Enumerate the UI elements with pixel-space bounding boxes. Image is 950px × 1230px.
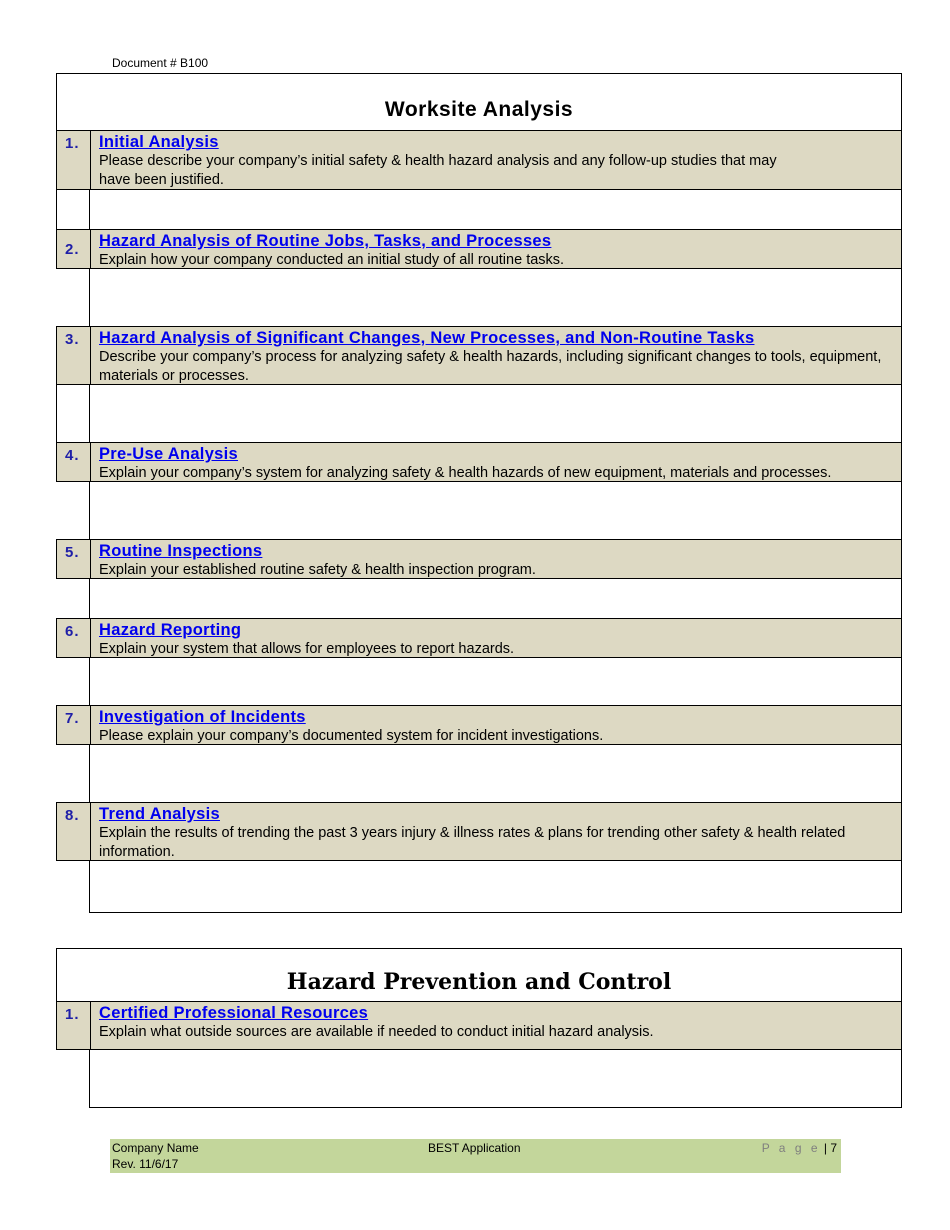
answer-area[interactable]: [56, 190, 902, 229]
item-heading-link[interactable]: Trend Analysis: [99, 805, 220, 823]
item-investigation-of-incidents: [56, 705, 902, 745]
item-description: Explain the results of trending the past 3 years injury & illness rates & plans for trending other safety & health related information.: [99, 825, 846, 860]
footer-app-name: BEST Application: [428, 1141, 521, 1155]
page-footer: [110, 1139, 841, 1173]
answer-area[interactable]: [56, 482, 902, 539]
answer-area[interactable]: [56, 579, 902, 618]
answer-area[interactable]: [56, 385, 902, 442]
answer-area[interactable]: [56, 745, 902, 802]
item-heading-link[interactable]: Routine Inspections: [99, 542, 263, 560]
item-pre-use-analysis: [56, 442, 902, 482]
item-description: Describe your company’s process for analyzing safety & health hazards, including significant changes to tools, equipment, materials or processes.: [99, 349, 882, 384]
item-significant-changes: [56, 326, 902, 385]
item-number: 4.: [57, 443, 91, 481]
item-description: Please explain your company’s documented system for incident investigations.: [99, 728, 604, 744]
answer-area[interactable]: [56, 269, 902, 326]
item-description: Explain your company’s system for analyzing safety & health hazards of new equipment, materials and processes.: [99, 465, 832, 481]
footer-page-word: P a g e: [761, 1141, 821, 1155]
footer-page-value: 7: [830, 1141, 837, 1155]
item-heading-link[interactable]: Certified Professional Resources: [99, 1004, 369, 1022]
item-hazard-reporting: [56, 618, 902, 658]
item-number: 8.: [57, 803, 91, 860]
footer-company: Company Name: [112, 1141, 199, 1155]
item-number: 6.: [57, 619, 91, 657]
item-description: Explain your established routine safety & health inspection program.: [99, 562, 536, 578]
item-heading-link[interactable]: Investigation of Incidents: [99, 708, 306, 726]
footer-page-number: [762, 1141, 837, 1155]
item-number: 7.: [57, 706, 91, 744]
item-number: 3.: [57, 327, 91, 384]
item-description: Explain how your company conducted an initial study of all routine tasks.: [99, 252, 565, 268]
item-number: 5.: [57, 540, 91, 578]
answer-area[interactable]: [56, 1050, 902, 1108]
item-description: Please describe your company’s initial safety & health hazard analysis and any follow-up studies that may have been justified.: [99, 153, 777, 188]
section-title: Hazard Prevention and Control: [56, 948, 902, 1002]
item-initial-analysis: [56, 131, 902, 190]
item-heading-link[interactable]: Initial Analysis: [99, 133, 219, 151]
item-heading-link[interactable]: Pre-Use Analysis: [99, 445, 239, 463]
hazard-prevention-section: [56, 948, 902, 1108]
item-number: 2.: [57, 230, 91, 268]
worksite-analysis-section: [56, 73, 902, 913]
footer-revision: Rev. 11/6/17: [112, 1157, 179, 1171]
item-heading-link[interactable]: Hazard Analysis of Routine Jobs, Tasks, and Processes: [99, 232, 552, 250]
item-number: 1.: [57, 1002, 91, 1049]
item-routine-jobs: [56, 229, 902, 269]
answer-area[interactable]: [56, 658, 902, 705]
footer-page-separator: |: [823, 1141, 827, 1155]
item-description: Explain your system that allows for employees to report hazards.: [99, 641, 515, 657]
item-heading-link[interactable]: Hazard Reporting: [99, 621, 242, 639]
document-number: Document # B100: [112, 56, 209, 70]
item-routine-inspections: [56, 539, 902, 579]
item-description: Explain what outside sources are available if needed to conduct initial hazard analysis.: [99, 1024, 654, 1040]
item-trend-analysis: [56, 802, 902, 861]
section-title: Worksite Analysis: [56, 73, 902, 131]
answer-area[interactable]: [56, 861, 902, 913]
item-certified-professional-resources: [56, 1002, 902, 1050]
item-heading-link[interactable]: Hazard Analysis of Significant Changes, New Processes, and Non-Routine Tasks: [99, 329, 755, 347]
item-number: 1.: [57, 131, 91, 189]
